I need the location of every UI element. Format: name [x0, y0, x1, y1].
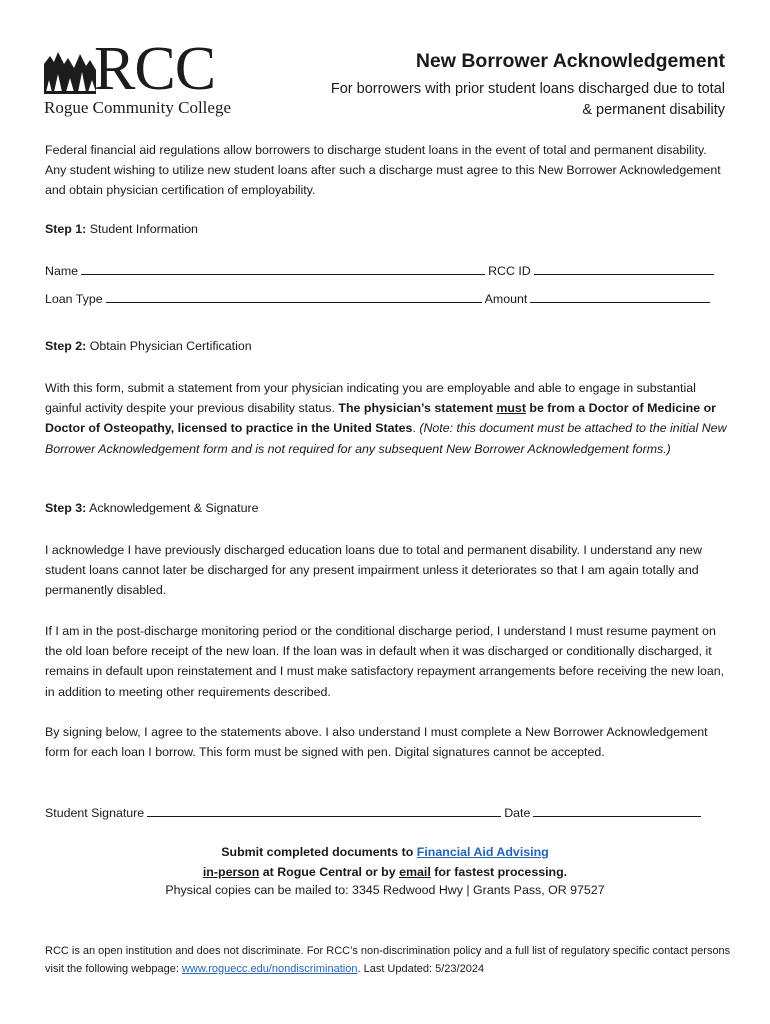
- loan-row: [45, 290, 729, 306]
- step2-paragraph: [45, 378, 729, 459]
- amount-input-line[interactable]: [530, 290, 710, 303]
- submit-mid-text: at Rogue Central or by: [262, 865, 396, 879]
- submit-end-text: for fastest processing.: [434, 865, 568, 879]
- step2-title: Obtain Physician Certification: [89, 339, 252, 353]
- footer-updated: . Last Updated: 5/23/2024: [357, 962, 485, 975]
- financial-aid-advising-link[interactable]: Financial Aid Advising: [416, 845, 549, 859]
- step1-label: Step 1:: [45, 222, 87, 236]
- step3-paragraph-1: I acknowledge I have previously discharged education loans due to total and permanent disability. I understand any new student loans cannot later be discharged for any present impairment unless it deteriorates so that I am again totally and permanently disabled.: [45, 543, 702, 598]
- nondiscrimination-link[interactable]: www.roguecc.edu/nondiscrimination: [181, 962, 358, 975]
- step2-bold-b: be from a Doctor of Medicine or Doctor of Osteopathy, licensed to practice in the United States: [45, 401, 716, 436]
- name-label: Name: [45, 264, 79, 278]
- signature-label: Student Signature: [45, 806, 145, 820]
- amount-label: Amount: [484, 292, 528, 306]
- mountain-trees-icon: [44, 44, 96, 96]
- step3-paragraph-3: By signing below, I agree to the statements above. I also understand I must complete a New Borrower Acknowledgement form for each loan I borrow. This form must be signed with pen. Digital signatures cannot be accepted.: [45, 725, 708, 760]
- step3-title: Acknowledgement & Signature: [89, 501, 259, 515]
- submit-line-1: [45, 842, 725, 862]
- footer-notice: [45, 943, 735, 978]
- footer-text: RCC is an open institution and does not discriminate. For RCC’s non-discrimination policy and a full list of regulatory specific contact persons visit the following webpage:: [45, 945, 731, 975]
- logo-wordmark: RCC: [94, 35, 216, 103]
- submit-text: Submit completed documents to: [221, 845, 414, 859]
- rcc-id-input-line[interactable]: [534, 262, 714, 275]
- step2-bold-a: The physician’s statement: [338, 401, 493, 416]
- rcc-logo: [44, 35, 244, 122]
- name-input-line[interactable]: [81, 262, 485, 275]
- intro-paragraph: Federal financial aid regulations allow borrowers to discharge student loans in the event of total and permanent disability. Any student wishing to utilize new student loans after such a discharge must agree to this New Borrower Acknowledgement and obtain physician certification of employability.: [45, 143, 721, 198]
- signature-input-line[interactable]: [147, 804, 501, 817]
- in-person-text: in-person: [202, 865, 260, 879]
- submit-line-2: [45, 862, 725, 882]
- step1-heading: [45, 222, 729, 236]
- date-label: Date: [504, 806, 531, 820]
- loan-type-input-line[interactable]: [106, 290, 482, 303]
- loan-type-label: Loan Type: [45, 292, 103, 306]
- step2-bold-must: must: [496, 401, 526, 416]
- step1-title: Student Information: [89, 222, 198, 236]
- step3-label: Step 3:: [45, 501, 87, 515]
- date-input-line[interactable]: [533, 804, 701, 817]
- step3-paragraph-2: If I am in the post-discharge monitoring period or the conditional discharge period, I understand I must resume payment on the old loan before receipt of the new loan. If the loan was in default when it was discharged or conditionally discharged, it remains in default upon reinstatement and I must make satisfactory repayment arrangements before receiving the new loan, in addition to meeting other requirements described.: [45, 624, 725, 699]
- step2-period: .: [412, 421, 416, 436]
- logo-college-name: Rogue Community College: [44, 98, 231, 117]
- step3-heading: [45, 501, 729, 515]
- email-link[interactable]: email: [399, 865, 431, 879]
- mailing-address: Physical copies can be mailed to: 3345 Redwood Hwy | Grants Pass, OR 97527: [165, 883, 605, 897]
- step2-italic-note: (Note: this document must be attached to the initial New Borrower Acknowledgement form and is not required for any subsequent New Borrower Acknowledgement forms.): [45, 421, 727, 456]
- signature-row: [45, 804, 729, 820]
- rcc-id-label: RCC ID: [488, 264, 531, 278]
- step2-plain-text: With this form, submit a statement from your physician indicating you are employable and able to engage in substantial gainful activity despite your previous disability status.: [45, 381, 696, 416]
- name-row: [45, 262, 725, 278]
- step2-heading: [45, 339, 729, 353]
- step2-label: Step 2:: [45, 339, 87, 353]
- page-title: New Borrower Acknowledgement: [415, 50, 725, 72]
- page-subtitle: For borrowers with prior student loans discharged due to total & permanent disability: [330, 81, 725, 118]
